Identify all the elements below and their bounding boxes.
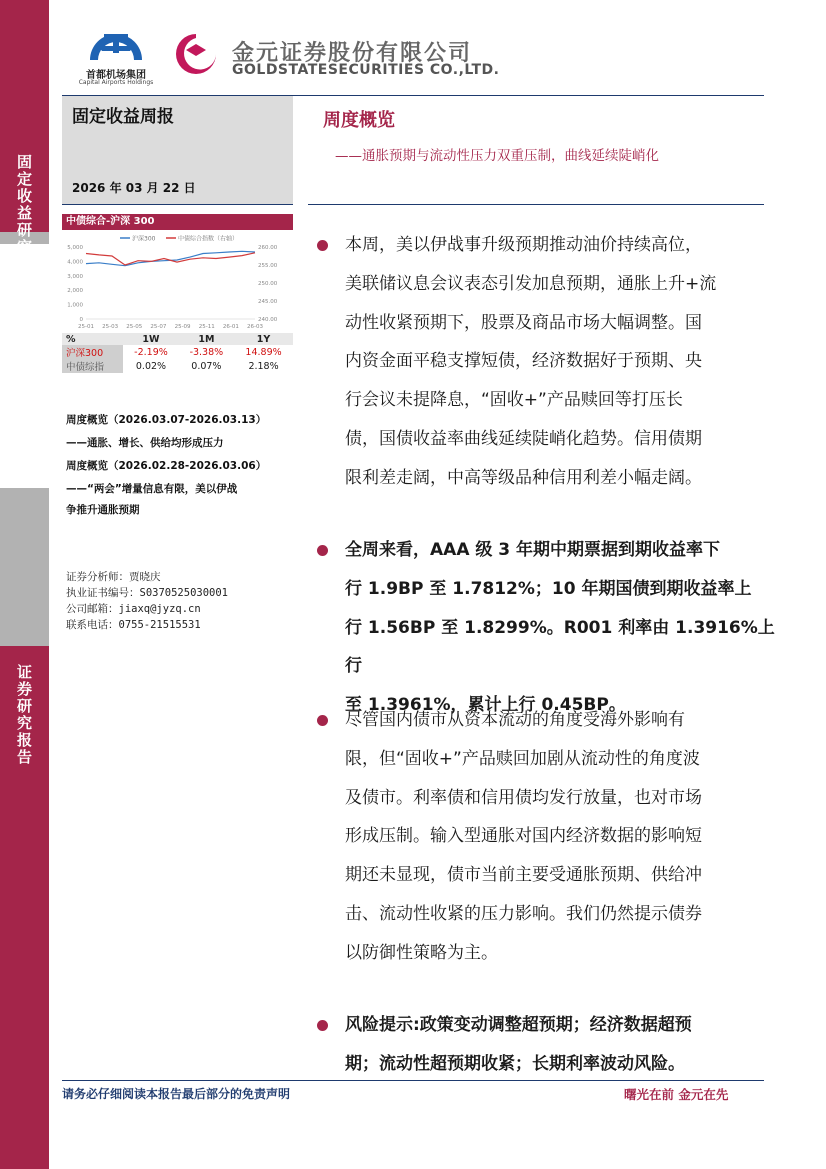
table-header-cell: %	[62, 333, 123, 345]
analyst-license: 执业证书编号：S0370525030001	[66, 587, 229, 599]
bullet-icon	[317, 1020, 328, 1031]
section-subtitle: ——通胀预期与流动性压力双重压制，曲线延续陡峭化	[335, 148, 659, 164]
x-tick-label: 25-09	[174, 324, 191, 330]
y-tick-label: 4,000	[67, 259, 83, 266]
y-tick-label: 3,000	[67, 273, 83, 280]
paragraph-line: 及债市。利率债和信用债均发行放量，也对市场	[345, 787, 702, 808]
past-report-subtitle: ——“两会”增量信息有限，美以伊战	[66, 483, 238, 495]
x-tick-label: 26-01	[222, 324, 239, 330]
analyst-email[interactable]: 公司邮箱：jiaxq@jyzq.cn	[66, 603, 201, 615]
table-cell: 0.07%	[179, 359, 234, 373]
band-label-top: 固定收益研究	[15, 154, 33, 256]
slogan: 曙光在前 金元在先	[624, 1087, 729, 1102]
legend-label: 中债综合指数（右轴）	[178, 235, 239, 243]
paragraph-line: 期还未显现，债市当前主要受通胀预期、供给冲	[345, 865, 702, 886]
y2-tick-label: 245.00	[258, 299, 278, 305]
analyst-phone: 联系电话：0755-21515531	[66, 619, 201, 631]
paragraph-line: 至 1.3961%，累计上行 0.45BP。	[345, 695, 626, 716]
y2-tick-label: 250.00	[258, 281, 278, 287]
band-mid-gray	[0, 488, 49, 646]
x-tick-label: 26-03	[247, 324, 263, 330]
table-row	[62, 359, 293, 373]
table-header-cell: 1M	[179, 333, 234, 345]
x-tick-label: 25-01	[78, 324, 94, 330]
table-header-row	[62, 333, 293, 345]
paragraph-line: 风险提示:政策变动调整超预期；经济数据超预	[345, 1015, 692, 1035]
index-chart	[62, 231, 293, 341]
disclaimer-note: 请务必仔细阅读本报告最后部分的免责声明	[62, 1087, 291, 1101]
company-name-en: GOLDSTATESECURITIES CO.,LTD.	[232, 62, 500, 78]
company-name-cn: 金元证券股份有限公司	[232, 41, 473, 66]
analyst-name: 证券分析师：贾晓庆	[66, 571, 161, 583]
info-rule	[62, 204, 293, 205]
table-header-cell: 1Y	[234, 333, 293, 345]
paragraph-line: 本周，美以伊战事升级预期推动油价持续高位，	[345, 235, 702, 255]
y-tick-label: 1,000	[67, 302, 83, 309]
paragraph-1	[345, 226, 775, 498]
table-cell: 0.02%	[123, 359, 178, 373]
table-row	[62, 345, 293, 359]
goldstate-logo-icon	[170, 30, 222, 74]
performance-table	[62, 333, 293, 373]
bullet-icon	[317, 545, 328, 556]
paragraph-4	[345, 1006, 775, 1084]
table-header-cell: 1W	[123, 333, 178, 345]
x-tick-label: 25-03	[102, 324, 119, 330]
paragraph-line: 限，但“固收+”产品赎回加剧从流动性的角度波	[345, 748, 700, 769]
paragraph-line: 期；流动性超预期收紧；长期利率波动风险。	[345, 1053, 685, 1074]
section-title: 周度概览	[323, 110, 395, 131]
past-report-subtitle: 争推升通胀预期	[66, 504, 140, 516]
paragraph-line: 形成压制。输入型通胀对国内经济数据的影响短	[345, 826, 702, 847]
band-label-bottom: 证券研究报告	[15, 664, 33, 766]
y-tick-label: 2,000	[67, 288, 83, 295]
report-type: 固定收益周报	[72, 107, 174, 127]
x-tick-label: 25-07	[150, 324, 167, 330]
x-tick-label: 25-05	[126, 324, 143, 330]
paragraph-line: 行 1.9BP 至 1.7812%；10 年期国债到期收益率上	[345, 578, 752, 599]
table-cell: 14.89%	[234, 345, 293, 359]
y2-tick-label: 240.00	[258, 317, 278, 323]
airport-group-cn: 首都机场集团	[86, 70, 146, 81]
table-cell: -2.19%	[123, 345, 178, 359]
bullet-icon	[317, 715, 328, 726]
table-cell: 中债综指	[62, 359, 123, 373]
paragraph-line: 全周来看，AAA 级 3 年期中期票据到期收益率下	[345, 540, 721, 560]
past-report-link[interactable]: 周度概览（2026.02.28-2026.03.06）	[66, 460, 267, 472]
paragraph-line: 美联储议息会议表态引发加息预期，通胀上升+流	[345, 273, 717, 294]
bullet-icon	[317, 240, 328, 251]
title-rule	[308, 204, 764, 205]
chart-header: 中债综合-沪深 300	[62, 214, 293, 230]
y-tick-label: 0	[79, 317, 83, 323]
paragraph-line: 击、流动性收紧的压力影响。我们仍然提示债券	[345, 903, 702, 924]
paragraph-line: 债，国债收益率曲线延续陡峭化趋势。信用债期	[345, 428, 702, 449]
x-tick-label: 25-11	[198, 324, 215, 330]
paragraph-line: 行会议未提降息，“固收+”产品赎回等打压长	[345, 390, 683, 411]
header-rule	[62, 95, 764, 96]
paragraph-line: 限利差走阔，中高等级品种信用利差小幅走阔。	[345, 467, 702, 488]
legend-label: 沪深300	[132, 235, 156, 243]
past-report-link[interactable]: 周度概览（2026.03.07-2026.03.13）	[66, 414, 267, 426]
band-gap	[0, 244, 49, 472]
past-report-subtitle: ——通胀、增长、供给均形成压力	[66, 437, 224, 449]
paragraph-line: 尽管国内债市从资本流动的角度受海外影响有	[345, 710, 685, 730]
table-cell: 2.18%	[234, 359, 293, 373]
left-band	[0, 0, 49, 1169]
y-tick-label: 5,000	[67, 245, 83, 251]
y2-tick-label: 255.00	[258, 263, 278, 269]
y2-tick-label: 260.00	[258, 245, 278, 251]
table-cell: 沪深300	[62, 345, 123, 359]
footer-rule	[62, 1080, 764, 1081]
paragraph-line: 行 1.56BP 至 1.8299%。R001 利率由 1.3916%上行	[345, 617, 775, 677]
paragraph-line: 以防御性策略为主。	[345, 942, 498, 963]
report-date: 2026 年 03 月 22 日	[72, 181, 196, 195]
table-cell: -3.38%	[179, 345, 234, 359]
paragraph-3	[345, 701, 775, 973]
paragraph-2	[345, 531, 775, 725]
paragraph-line: 内资金面平稳支撑短债，经济数据好于预期、央	[345, 351, 702, 372]
paragraph-line: 动性收紧预期下，股票及商品市场大幅调整。国	[345, 312, 702, 333]
airport-group-en: Capital Airports Holdings	[78, 79, 154, 86]
